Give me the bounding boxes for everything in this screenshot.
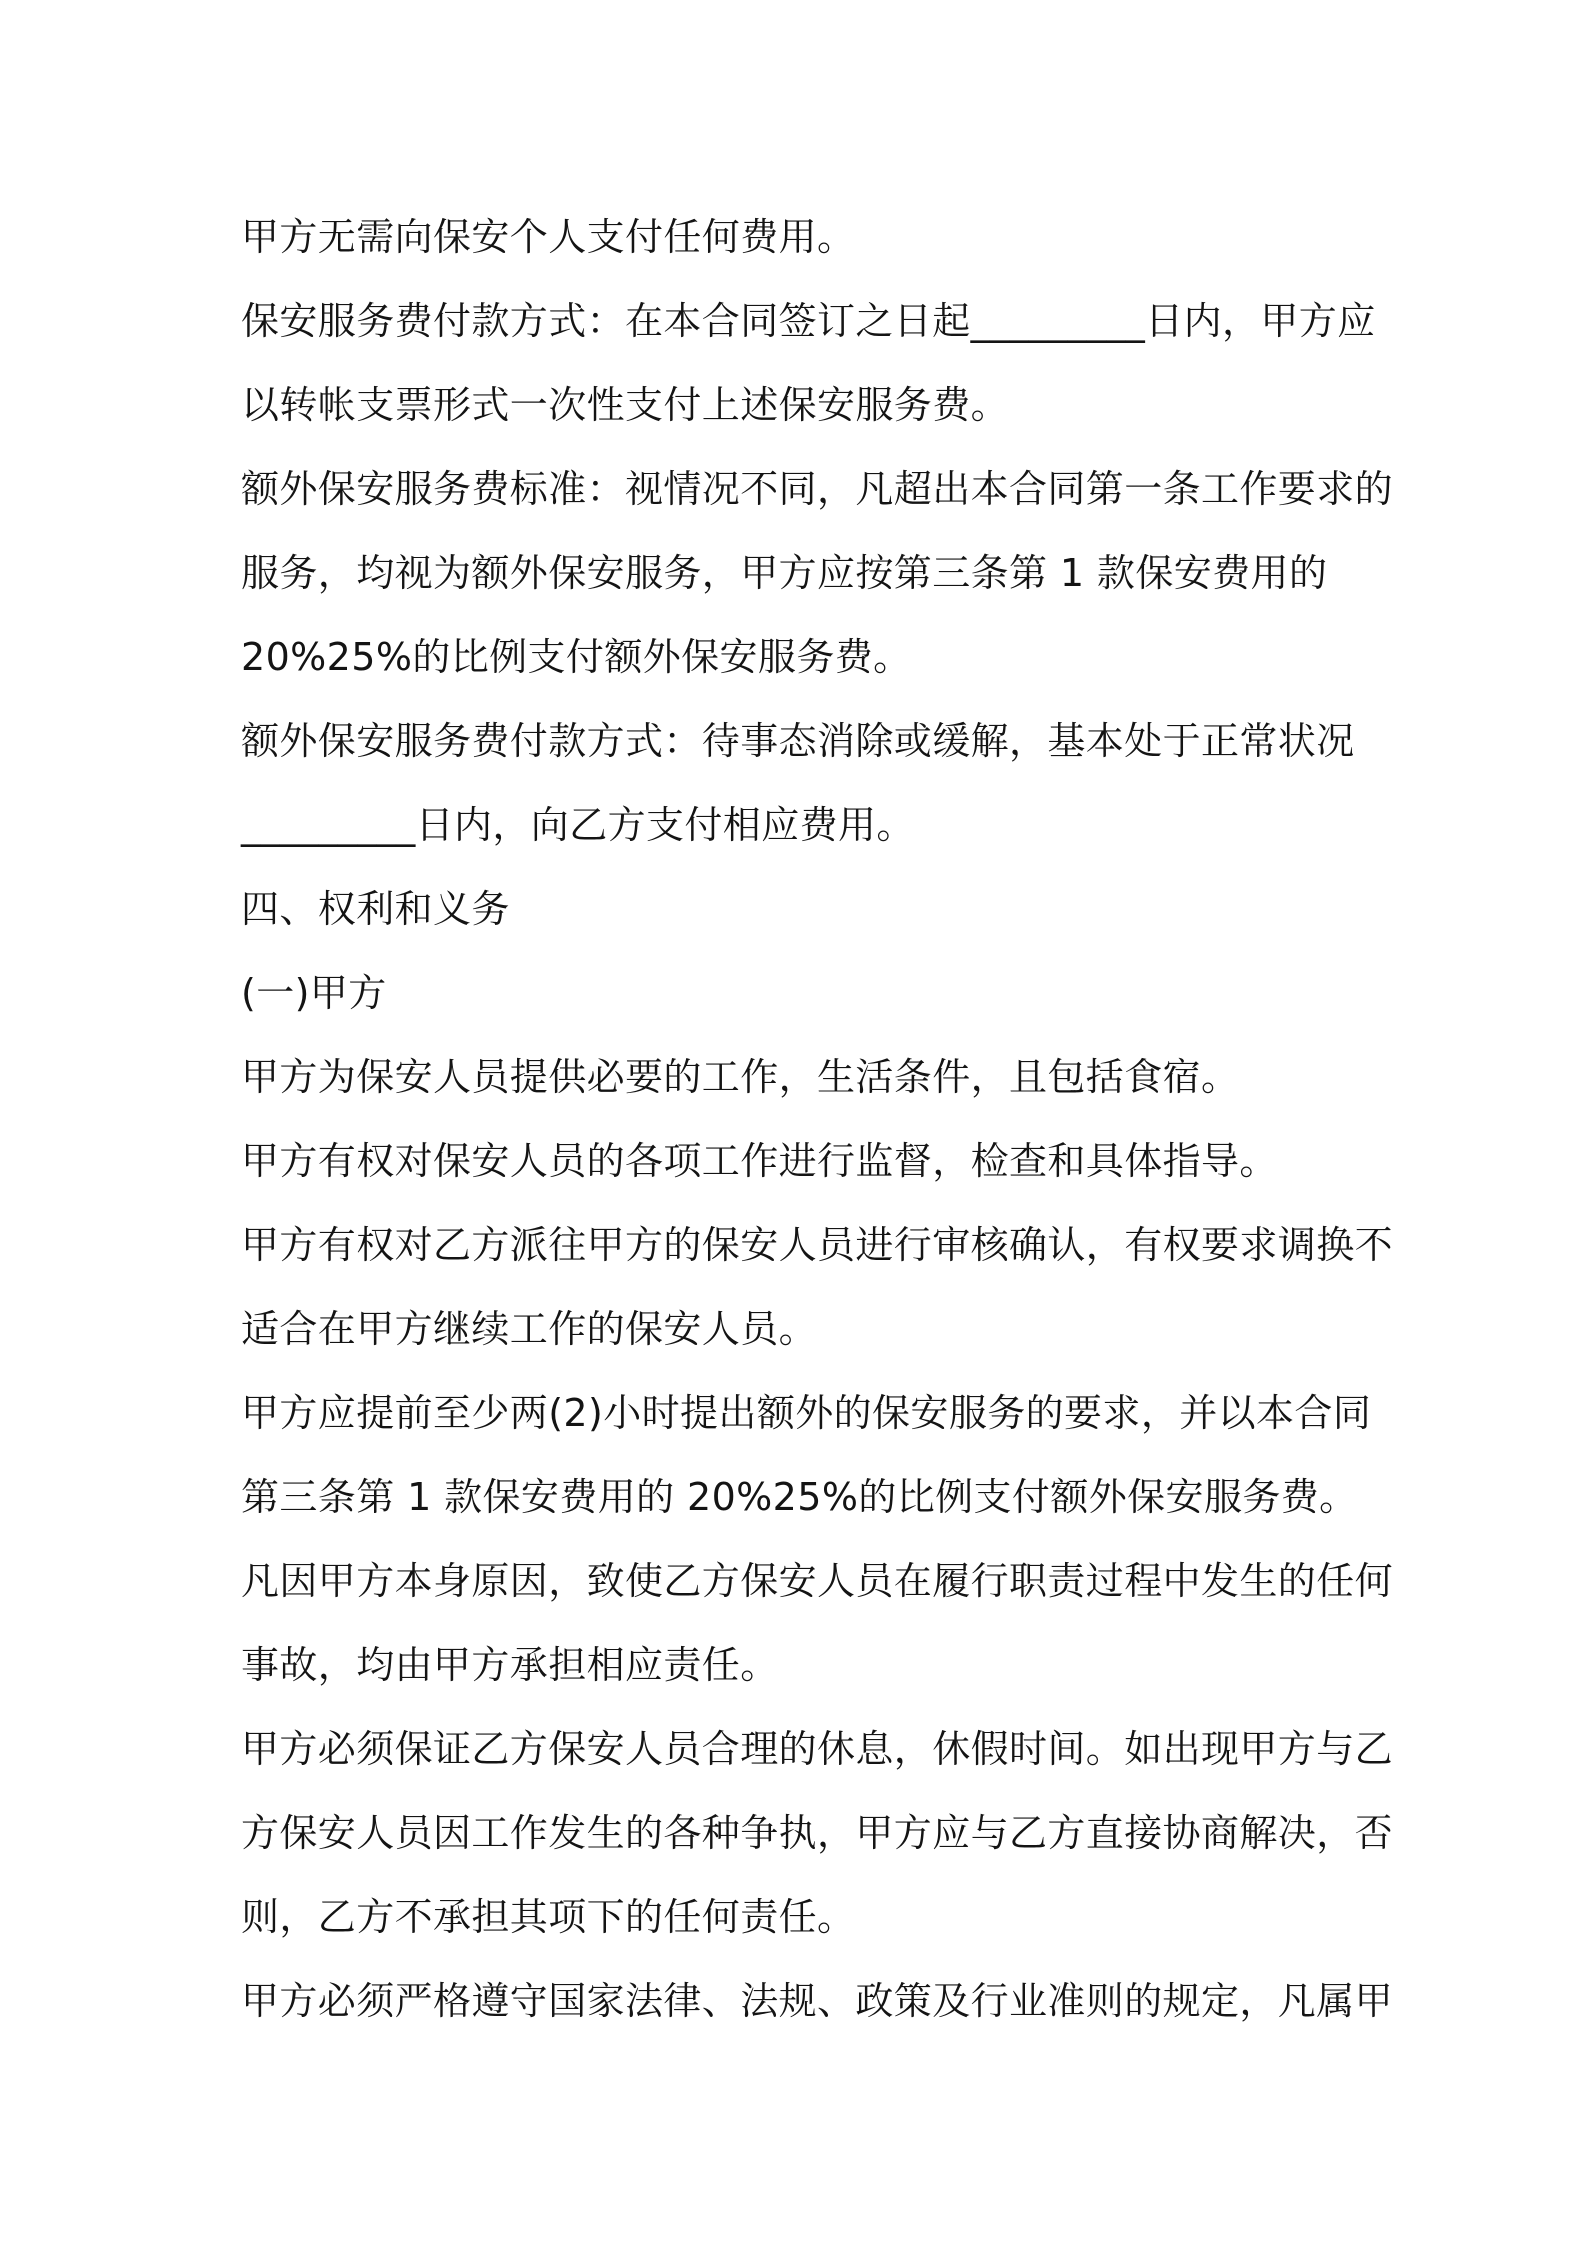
text-line: 以转帐支票形式一次性支付上述保安服务费。 xyxy=(241,383,1010,427)
document-body xyxy=(241,195,1394,2043)
text-line: 适合在甲方继续工作的保安人员。 xyxy=(241,1307,818,1351)
text-line: 凡因甲方本身原因，致使乙方保安人员在履行职责过程中发生的任何 xyxy=(241,1559,1394,1603)
text-line: 甲方应提前至少两(2)小时提出额外的保安服务的要求，并以本合同 xyxy=(241,1391,1372,1435)
section-heading: 四、权利和义务 xyxy=(241,887,510,931)
text-line: 甲方为保安人员提供必要的工作，生活条件，且包括食宿。 xyxy=(241,1055,1240,1099)
text-line: 甲方有权对乙方派往甲方的保安人员进行审核确认，有权要求调换不 xyxy=(241,1223,1394,1267)
text-line: 甲方无需向保安个人支付任何费用。 xyxy=(241,215,856,259)
text-line: _________日内，向乙方支付相应费用。 xyxy=(241,803,915,847)
text-line: 额外保安服务费付款方式：待事态消除或缓解，基本处于正常状况 xyxy=(241,719,1355,763)
subsection-heading: (一)甲方 xyxy=(241,971,387,1015)
text-line: 甲方有权对保安人员的各项工作进行监督，检查和具体指导。 xyxy=(241,1139,1278,1183)
text-line: 20%25%的比例支付额外保安服务费。 xyxy=(241,635,912,679)
text-line: 服务，均视为额外保安服务，甲方应按第三条第 1 款保安费用的 xyxy=(241,551,1328,595)
text-line: 方保安人员因工作发生的各种争执，甲方应与乙方直接协商解决，否 xyxy=(241,1811,1394,1855)
text-line: 额外保安服务费标准：视情况不同，凡超出本合同第一条工作要求的 xyxy=(241,467,1394,511)
text-line: 甲方必须保证乙方保安人员合理的休息，休假时间。如出现甲方与乙 xyxy=(241,1727,1394,1771)
text-line: 则，乙方不承担其项下的任何责任。 xyxy=(241,1895,856,1939)
text-line: 事故，均由甲方承担相应责任。 xyxy=(241,1643,779,1687)
text-line: 第三条第 1 款保安费用的 20%25%的比例支付额外保安服务费。 xyxy=(241,1475,1358,1519)
text-line: 甲方必须严格遵守国家法律、法规、政策及行业准则的规定，凡属甲 xyxy=(241,1979,1394,2023)
text-line: 保安服务费付款方式：在本合同签订之日起_________日内，甲方应 xyxy=(241,299,1376,343)
